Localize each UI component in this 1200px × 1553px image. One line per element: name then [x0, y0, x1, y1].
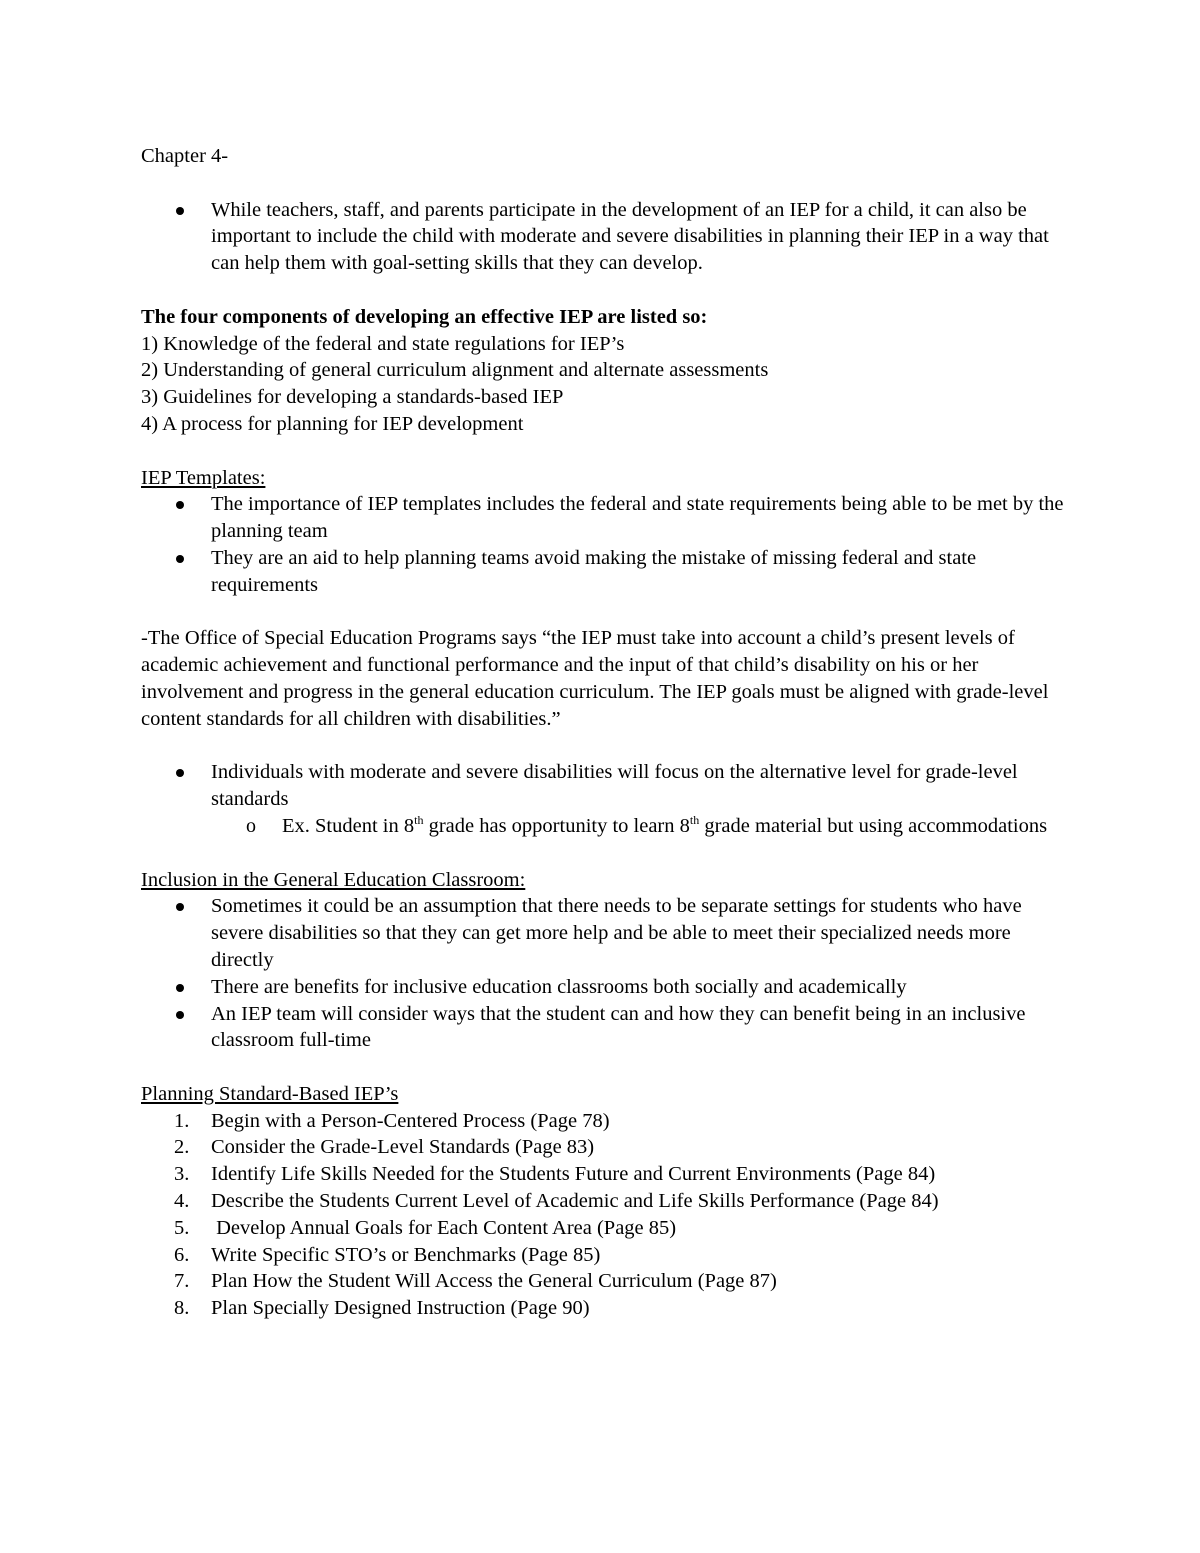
alternative-level-bullet-list — [141, 759, 1071, 839]
bullet-icon — [176, 984, 184, 992]
step-item — [141, 1134, 1071, 1161]
step-text: Describe the Students Current Level of Academic and Life Skills Performance (Page 84) — [211, 1190, 939, 1213]
sub-item-text-part2: grade has opportunity to learn 8 — [423, 814, 690, 837]
step-item — [141, 1215, 1071, 1242]
step-item — [141, 1295, 1071, 1322]
bullet-icon — [176, 207, 184, 215]
sub-item-text-part3: grade material but using accommodations — [699, 814, 1048, 837]
list-item-text: They are an aid to help planning teams avoid making the mistake of missing federal and state requirements — [211, 546, 977, 596]
osep-quote: -The Office of Special Education Programs says “the IEP must take into account a child’s present levels of academic achievement and functional performance and the input of that child’s disability on his or her involvement and progress in the general education curriculum. The IEP goals must be aligned with grade-level content standards for all children with disabilities.” — [141, 627, 1049, 730]
step-number: 4. — [174, 1190, 190, 1213]
step-text: Plan How the Student Will Access the General Curriculum (Page 87) — [211, 1270, 777, 1293]
component-item: 4) A process for planning for IEP development — [141, 412, 524, 435]
step-number: 3. — [174, 1163, 190, 1186]
sub-item-text-part1: Ex. Student in 8 — [282, 814, 415, 837]
component-item: 2) Understanding of general curriculum alignment and alternate assessments — [141, 359, 769, 382]
step-item — [141, 1188, 1071, 1215]
step-item — [141, 1108, 1071, 1135]
list-item-text: The importance of IEP templates includes the federal and state requirements being able to be met by the planning team — [211, 493, 1064, 543]
bullet-icon — [176, 1011, 184, 1019]
step-number: 2. — [174, 1136, 190, 1159]
step-number: 5. — [174, 1216, 190, 1239]
bullet-icon — [176, 769, 184, 777]
component-item: 3) Guidelines for developing a standards-based IEP — [141, 386, 564, 409]
step-number: 1. — [174, 1109, 190, 1132]
spacer — [141, 438, 1071, 465]
sub-bullet-list — [211, 813, 1071, 840]
bullet-icon — [176, 555, 184, 563]
step-item — [141, 1161, 1071, 1188]
step-text: Plan Specially Designed Instruction (Page 90) — [211, 1297, 590, 1320]
inclusion-heading: Inclusion in the General Education Classroom: — [141, 868, 526, 891]
list-item-text: Sometimes it could be an assumption that there needs to be separate settings for students who have severe disabilities so that they can get more help and be able to meet their specialized needs more directly — [211, 895, 1022, 971]
list-item — [141, 974, 1071, 1001]
chapter-title: Chapter 4- — [141, 145, 229, 167]
step-number: 7. — [174, 1270, 190, 1293]
list-item — [141, 545, 1071, 599]
list-item-text: There are benefits for inclusive education classrooms both socially and academically — [211, 975, 907, 998]
hollow-bullet-icon: o — [246, 814, 256, 837]
step-text: Identify Life Skills Needed for the Students Future and Current Environments (Page 84) — [211, 1163, 936, 1186]
bullet-icon — [176, 501, 184, 509]
planning-steps-list — [141, 1108, 1071, 1322]
list-item-text: Individuals with moderate and severe disabilities will focus on the alternative level for grade-level standards — [211, 761, 1018, 811]
step-number: 6. — [174, 1243, 190, 1266]
component-item: 1) Knowledge of the federal and state regulations for IEP’s — [141, 332, 625, 355]
step-number: 8. — [174, 1297, 190, 1320]
bullet-icon — [176, 903, 184, 911]
components-heading: The four components of developing an effective IEP are listed so: — [141, 305, 708, 328]
list-item — [141, 197, 1071, 277]
list-item — [141, 491, 1071, 545]
list-item-text: While teachers, staff, and parents participate in the development of an IEP for a child, it can also be important to include the child with moderate and severe disabilities in planning their IEP in a way that can help them with goal-setting skills that they can develop. — [211, 198, 1049, 275]
spacer — [141, 733, 1071, 760]
sub-list-item — [211, 813, 1071, 840]
ordinal-suffix: th — [414, 813, 424, 828]
spacer — [141, 840, 1071, 867]
templates-bullet-list — [141, 491, 1071, 598]
list-item — [141, 893, 1071, 973]
step-text: Consider the Grade-Level Standards (Page 83) — [211, 1136, 595, 1159]
step-item — [141, 1268, 1071, 1295]
spacer — [141, 1054, 1071, 1081]
ordinal-suffix: th — [689, 813, 700, 828]
spacer — [141, 277, 1071, 304]
document-page — [141, 143, 1071, 1322]
step-item — [141, 1242, 1071, 1269]
intro-bullet-list — [141, 197, 1071, 277]
spacer — [141, 599, 1071, 626]
spacer — [141, 170, 1071, 197]
step-text: Develop Annual Goals for Each Content Area (Page 85) — [211, 1216, 677, 1239]
list-item — [141, 759, 1071, 839]
inclusion-bullet-list — [141, 893, 1071, 1054]
step-text: Write Specific STO’s or Benchmarks (Page 85) — [211, 1243, 601, 1266]
templates-heading: IEP Templates: — [141, 466, 266, 489]
step-text: Begin with a Person-Centered Process (Page 78) — [211, 1109, 610, 1132]
list-item-text: An IEP team will consider ways that the student can and how they can benefit being in an inclusive classroom full-time — [211, 1002, 1026, 1052]
planning-heading: Planning Standard-Based IEP’s — [141, 1082, 399, 1105]
list-item — [141, 1001, 1071, 1055]
